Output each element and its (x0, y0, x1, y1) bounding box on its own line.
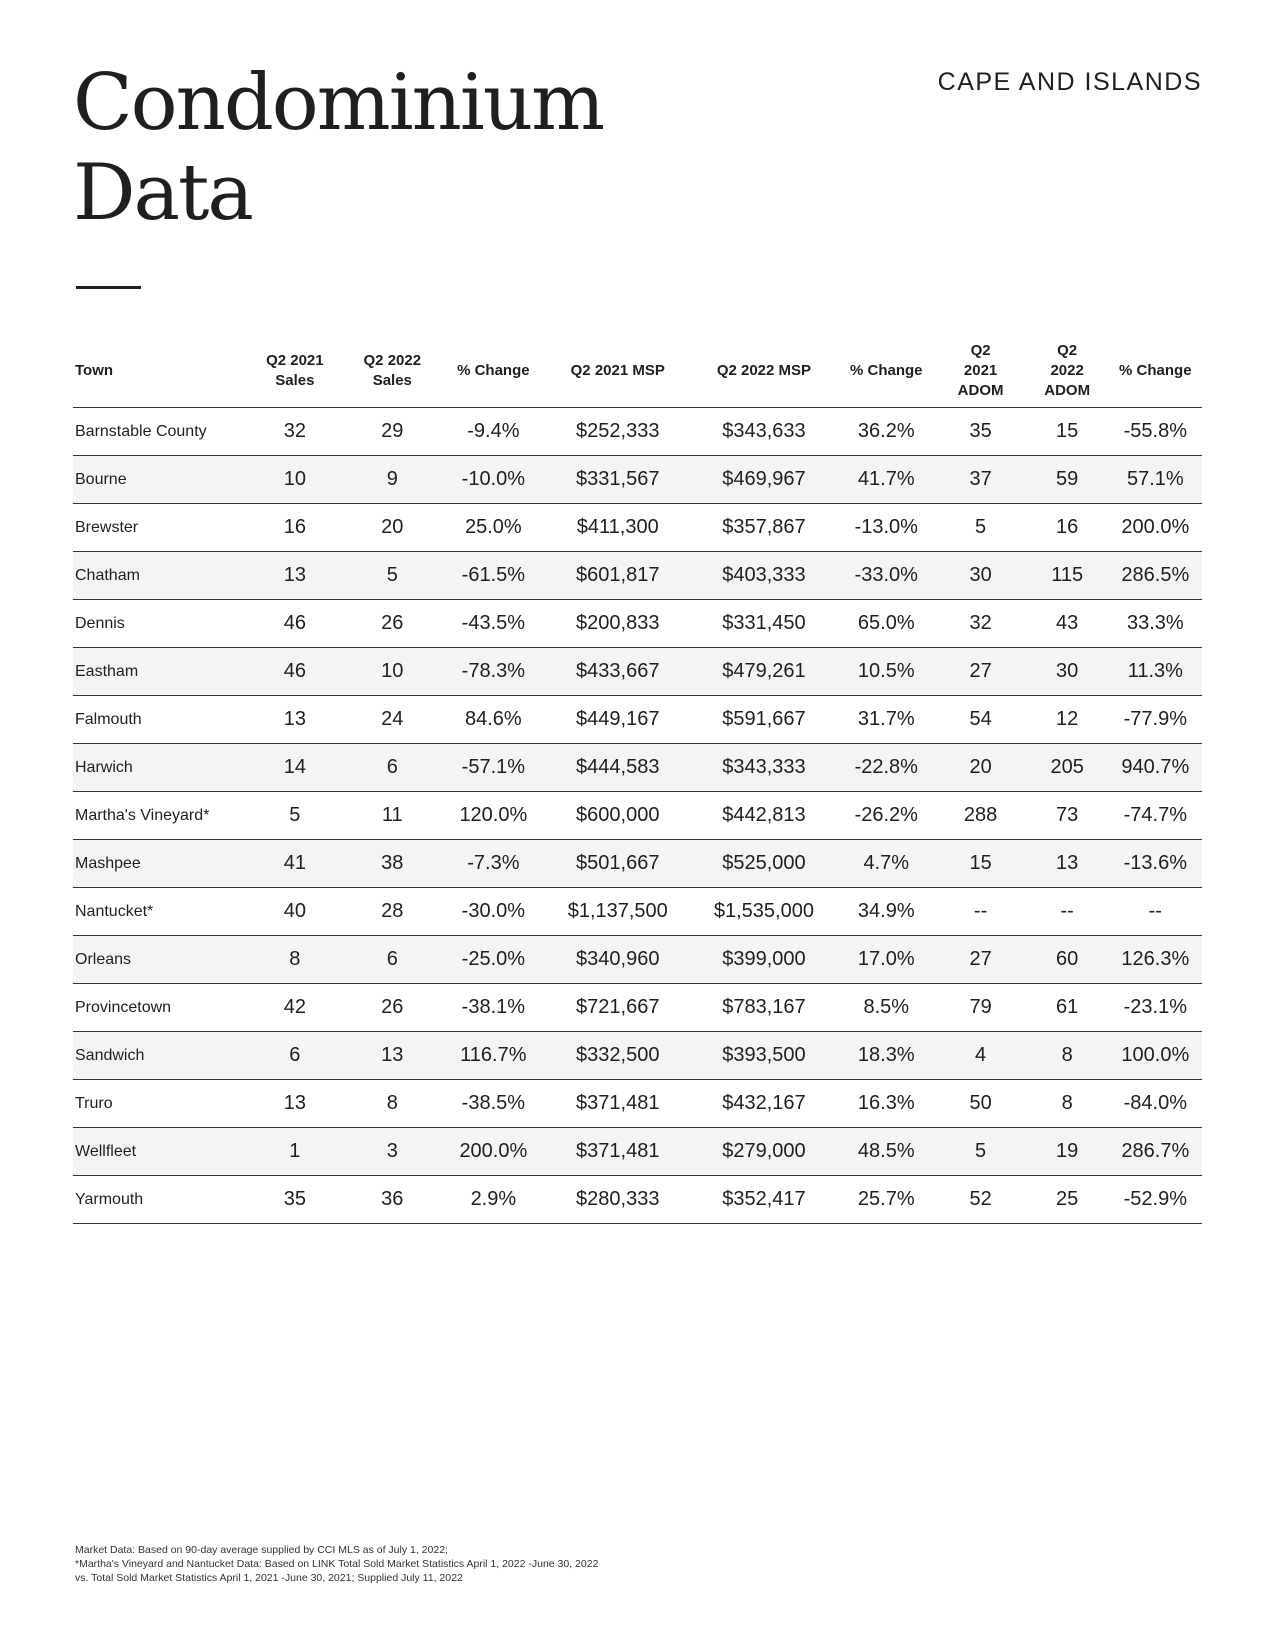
data-cell: 14 (247, 744, 342, 792)
data-cell: 16 (247, 504, 342, 552)
column-header: Q2 2021 Sales (247, 335, 342, 408)
data-cell: 9 (343, 456, 443, 504)
table-row (73, 1032, 1202, 1080)
town-cell: Provincetown (73, 984, 247, 1032)
data-cell: $1,535,000 (691, 888, 837, 936)
data-cell: 57.1% (1109, 456, 1202, 504)
column-header: % Change (442, 335, 545, 408)
data-cell: 40 (247, 888, 342, 936)
data-cell: $352,417 (691, 1176, 837, 1224)
data-cell: 26 (343, 984, 443, 1032)
data-cell: $600,000 (545, 792, 691, 840)
data-cell: -10.0% (442, 456, 545, 504)
data-cell: -- (936, 888, 1026, 936)
data-cell: -52.9% (1109, 1176, 1202, 1224)
column-header: Q2 2022 ADOM (1026, 335, 1109, 408)
town-cell: Yarmouth (73, 1176, 247, 1224)
condo-data-table (73, 335, 1202, 1224)
data-cell: 52 (936, 1176, 1026, 1224)
footnote-line: Market Data: Based on 90-day average supplied by CCI MLS as of July 1, 2022; (75, 1544, 448, 1556)
town-cell: Mashpee (73, 840, 247, 888)
town-cell: Sandwich (73, 1032, 247, 1080)
page-title-line-1: Condominium (73, 58, 604, 148)
data-cell: $393,500 (691, 1032, 837, 1080)
data-cell: 29 (343, 408, 443, 456)
data-cell: 13 (247, 1080, 342, 1128)
data-cell: 13 (343, 1032, 443, 1080)
data-cell: 60 (1026, 936, 1109, 984)
data-cell: 5 (247, 792, 342, 840)
table-row (73, 648, 1202, 696)
data-cell: 84.6% (442, 696, 545, 744)
data-cell: $591,667 (691, 696, 837, 744)
data-cell: -38.5% (442, 1080, 545, 1128)
data-cell: 6 (343, 936, 443, 984)
data-cell: 50 (936, 1080, 1026, 1128)
data-cell: $340,960 (545, 936, 691, 984)
data-cell: 65.0% (837, 600, 935, 648)
data-cell: 286.7% (1109, 1128, 1202, 1176)
town-cell: Orleans (73, 936, 247, 984)
data-cell: 34.9% (837, 888, 935, 936)
town-cell: Falmouth (73, 696, 247, 744)
data-cell: 35 (936, 408, 1026, 456)
data-cell: $343,633 (691, 408, 837, 456)
data-cell: -13.0% (837, 504, 935, 552)
data-cell: $357,867 (691, 504, 837, 552)
data-cell: $371,481 (545, 1128, 691, 1176)
town-cell: Barnstable County (73, 408, 247, 456)
data-cell: $399,000 (691, 936, 837, 984)
column-header: Q2 2022 MSP (691, 335, 837, 408)
data-cell: -84.0% (1109, 1080, 1202, 1128)
data-cell: 940.7% (1109, 744, 1202, 792)
data-cell: 24 (343, 696, 443, 744)
page-title (73, 58, 603, 238)
data-cell: 38 (343, 840, 443, 888)
data-cell: $449,167 (545, 696, 691, 744)
table-row (73, 888, 1202, 936)
data-cell: -57.1% (442, 744, 545, 792)
data-cell: 120.0% (442, 792, 545, 840)
data-cell: -26.2% (837, 792, 935, 840)
data-cell: 200.0% (1109, 504, 1202, 552)
data-cell: 15 (936, 840, 1026, 888)
data-cell: 20 (936, 744, 1026, 792)
data-cell: 33.3% (1109, 600, 1202, 648)
data-cell: $343,333 (691, 744, 837, 792)
data-cell: -77.9% (1109, 696, 1202, 744)
data-cell: 25 (1026, 1176, 1109, 1224)
data-cell: $525,000 (691, 840, 837, 888)
town-cell: Bourne (73, 456, 247, 504)
data-cell: -43.5% (442, 600, 545, 648)
data-cell: 16.3% (837, 1080, 935, 1128)
data-cell: 10 (247, 456, 342, 504)
data-cell: 31.7% (837, 696, 935, 744)
data-cell: 11.3% (1109, 648, 1202, 696)
table-row (73, 1080, 1202, 1128)
data-cell: 15 (1026, 408, 1109, 456)
data-cell: -55.8% (1109, 408, 1202, 456)
data-cell: -22.8% (837, 744, 935, 792)
footnote-line: vs. Total Sold Market Statistics April 1, 2021 -June 30, 2021; Supplied July 11, 2022 (75, 1572, 463, 1584)
data-cell: 8 (1026, 1032, 1109, 1080)
data-cell: 26 (343, 600, 443, 648)
table-row (73, 552, 1202, 600)
data-cell: -7.3% (442, 840, 545, 888)
title-divider (76, 286, 141, 289)
data-cell: 27 (936, 936, 1026, 984)
data-cell: 41 (247, 840, 342, 888)
data-cell: 4.7% (837, 840, 935, 888)
data-cell: $444,583 (545, 744, 691, 792)
data-cell: 37 (936, 456, 1026, 504)
data-cell: 25.0% (442, 504, 545, 552)
column-header: Q2 2021 MSP (545, 335, 691, 408)
data-cell: 8 (247, 936, 342, 984)
data-cell: 5 (343, 552, 443, 600)
town-cell: Nantucket* (73, 888, 247, 936)
data-cell: $442,813 (691, 792, 837, 840)
data-cell: $411,300 (545, 504, 691, 552)
column-header: Town (73, 335, 247, 408)
data-cell: $783,167 (691, 984, 837, 1032)
data-cell: $371,481 (545, 1080, 691, 1128)
data-cell: $1,137,500 (545, 888, 691, 936)
data-cell: 46 (247, 648, 342, 696)
table-row (73, 840, 1202, 888)
data-cell: 5 (936, 1128, 1026, 1176)
data-cell: $469,967 (691, 456, 837, 504)
town-cell: Chatham (73, 552, 247, 600)
page-title-line-2: Data (73, 148, 252, 238)
data-cell: $432,167 (691, 1080, 837, 1128)
data-cell: 35 (247, 1176, 342, 1224)
data-cell: 13 (247, 552, 342, 600)
data-cell: 1 (247, 1128, 342, 1176)
region-label: CAPE AND ISLANDS (937, 68, 1202, 96)
data-cell: 288 (936, 792, 1026, 840)
data-cell: $479,261 (691, 648, 837, 696)
data-cell: 205 (1026, 744, 1109, 792)
table-header-row (73, 335, 1202, 408)
data-cell: $601,817 (545, 552, 691, 600)
data-cell: 116.7% (442, 1032, 545, 1080)
data-cell: -- (1026, 888, 1109, 936)
table-row (73, 1176, 1202, 1224)
data-cell: 30 (936, 552, 1026, 600)
column-header: % Change (1109, 335, 1202, 408)
data-cell: 36 (343, 1176, 443, 1224)
table-row (73, 984, 1202, 1032)
data-cell: $252,333 (545, 408, 691, 456)
data-cell: 16 (1026, 504, 1109, 552)
data-cell: 6 (343, 744, 443, 792)
data-cell: 46 (247, 600, 342, 648)
data-cell: 10.5% (837, 648, 935, 696)
data-cell: 13 (247, 696, 342, 744)
data-cell: 54 (936, 696, 1026, 744)
data-cell: -61.5% (442, 552, 545, 600)
data-cell: -25.0% (442, 936, 545, 984)
data-cell: 12 (1026, 696, 1109, 744)
data-cell: 8 (343, 1080, 443, 1128)
data-cell: -- (1109, 888, 1202, 936)
table-row (73, 744, 1202, 792)
data-cell: 30 (1026, 648, 1109, 696)
data-cell: $280,333 (545, 1176, 691, 1224)
data-cell: 5 (936, 504, 1026, 552)
data-cell: 4 (936, 1032, 1026, 1080)
data-cell: 20 (343, 504, 443, 552)
data-cell: -23.1% (1109, 984, 1202, 1032)
data-cell: $433,667 (545, 648, 691, 696)
town-cell: Eastham (73, 648, 247, 696)
data-cell: 36.2% (837, 408, 935, 456)
data-cell: 286.5% (1109, 552, 1202, 600)
town-cell: Dennis (73, 600, 247, 648)
table-row (73, 456, 1202, 504)
data-cell: 19 (1026, 1128, 1109, 1176)
data-cell: $200,833 (545, 600, 691, 648)
data-cell: 2.9% (442, 1176, 545, 1224)
data-cell: -38.1% (442, 984, 545, 1032)
data-cell: 27 (936, 648, 1026, 696)
table-row (73, 1128, 1202, 1176)
column-header: Q2 2022 Sales (343, 335, 443, 408)
data-cell: -9.4% (442, 408, 545, 456)
data-cell: -13.6% (1109, 840, 1202, 888)
data-cell: 6 (247, 1032, 342, 1080)
table-row (73, 792, 1202, 840)
data-cell: $279,000 (691, 1128, 837, 1176)
data-cell: 11 (343, 792, 443, 840)
data-cell: 18.3% (837, 1032, 935, 1080)
data-cell: $331,450 (691, 600, 837, 648)
town-cell: Wellfleet (73, 1128, 247, 1176)
data-cell: $331,567 (545, 456, 691, 504)
data-cell: 25.7% (837, 1176, 935, 1224)
table-row (73, 936, 1202, 984)
data-cell: 13 (1026, 840, 1109, 888)
data-cell: 115 (1026, 552, 1109, 600)
data-cell: 61 (1026, 984, 1109, 1032)
data-cell: -33.0% (837, 552, 935, 600)
column-header: % Change (837, 335, 935, 408)
data-cell: 43 (1026, 600, 1109, 648)
town-cell: Truro (73, 1080, 247, 1128)
town-cell: Harwich (73, 744, 247, 792)
data-cell: $403,333 (691, 552, 837, 600)
data-cell: 41.7% (837, 456, 935, 504)
town-cell: Martha's Vineyard* (73, 792, 247, 840)
town-cell: Brewster (73, 504, 247, 552)
data-cell: -74.7% (1109, 792, 1202, 840)
data-cell: 79 (936, 984, 1026, 1032)
data-cell: 3 (343, 1128, 443, 1176)
data-cell: 17.0% (837, 936, 935, 984)
data-cell: 42 (247, 984, 342, 1032)
data-cell: -78.3% (442, 648, 545, 696)
table-row (73, 504, 1202, 552)
footnote-line: *Martha's Vineyard and Nantucket Data: Based on LINK Total Sold Market Statistics April 1, 2022 -June 30, 2022 (75, 1558, 599, 1570)
data-cell: 8.5% (837, 984, 935, 1032)
data-cell: 32 (936, 600, 1026, 648)
data-cell: 73 (1026, 792, 1109, 840)
data-cell: 126.3% (1109, 936, 1202, 984)
data-cell: 200.0% (442, 1128, 545, 1176)
column-header: Q2 2021 ADOM (936, 335, 1026, 408)
data-cell: 32 (247, 408, 342, 456)
data-cell: 100.0% (1109, 1032, 1202, 1080)
table-row (73, 696, 1202, 744)
table-row (73, 600, 1202, 648)
data-cell: $501,667 (545, 840, 691, 888)
data-cell: 48.5% (837, 1128, 935, 1176)
data-cell: $721,667 (545, 984, 691, 1032)
data-cell: 8 (1026, 1080, 1109, 1128)
data-cell: 28 (343, 888, 443, 936)
data-cell: 59 (1026, 456, 1109, 504)
data-cell: 10 (343, 648, 443, 696)
table-row (73, 408, 1202, 456)
footnote (75, 1543, 775, 1585)
data-cell: $332,500 (545, 1032, 691, 1080)
data-cell: -30.0% (442, 888, 545, 936)
